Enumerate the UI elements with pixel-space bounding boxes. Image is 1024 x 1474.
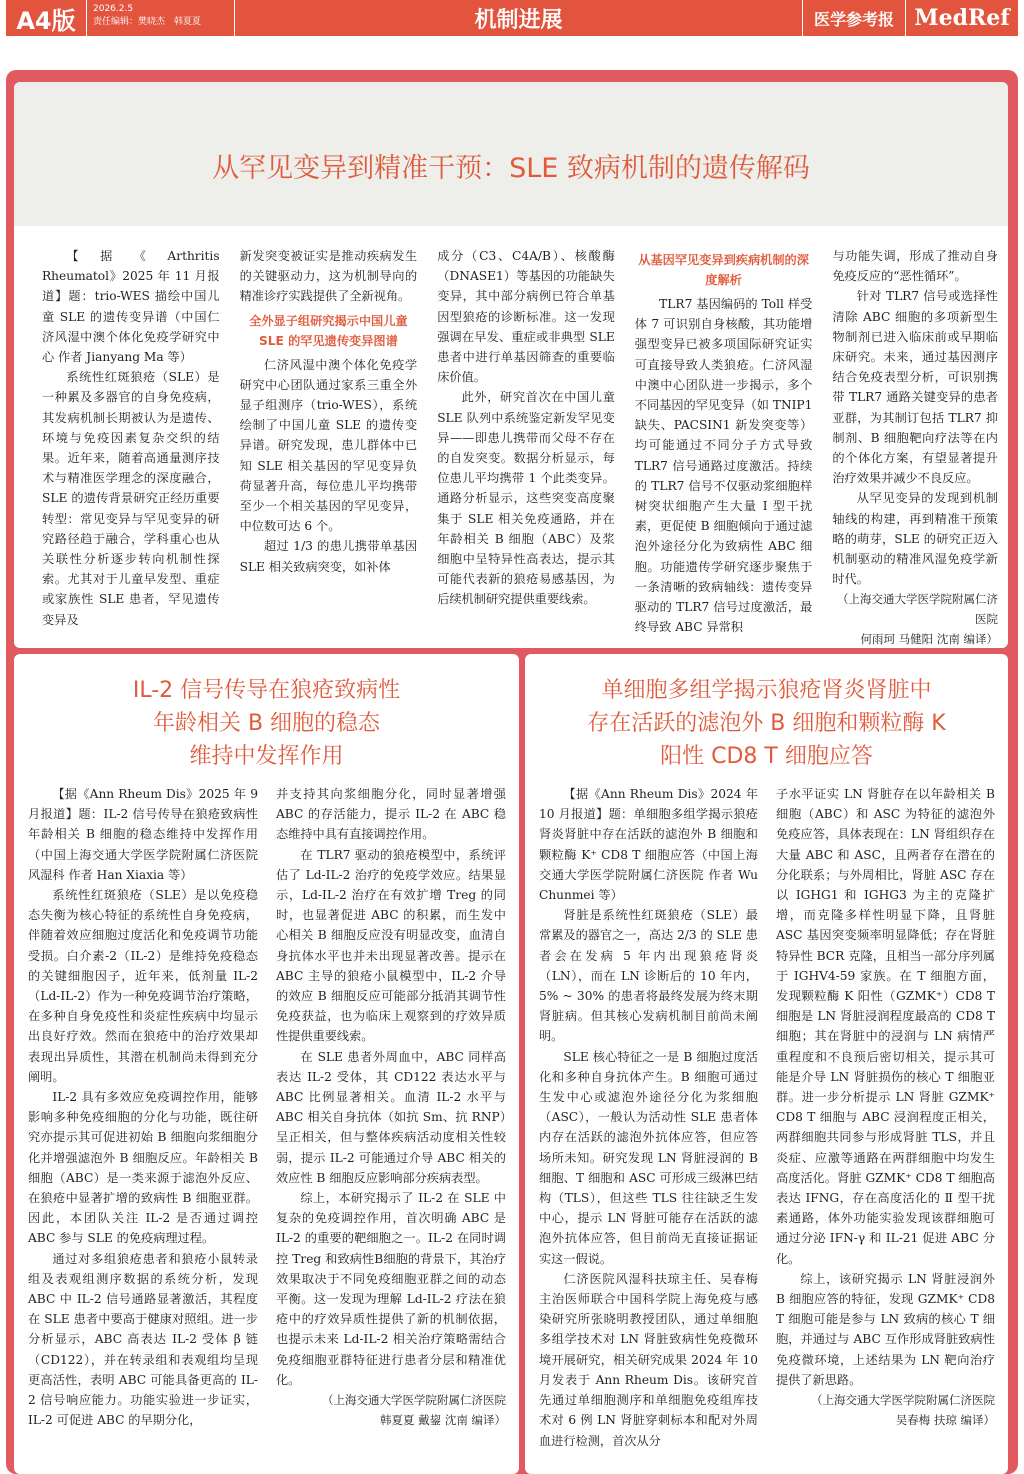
article-paragraph: 针对 TLR7 信号或选择性清除 ABC 细胞的多项新型生物制剂已进入临床前或早期临床研究。未来，通过基因测序结合免疫表型分析，可识别携带 TLR7 通路关键变异的患者亚群，为其制订包括 TLR7 抑制剂、B 细胞靶向疗法等在内的个体化方案，有望显著提升治疗效果并减少不良反应。: [832, 289, 998, 486]
article-paragraph: 在 TLR7 驱动的狼疮模型中，系统评估了 Ld-IL-2 治疗的免疫学效应。结果显示，Ld-IL-2 治疗在有效扩增 Treg 的同时，也显著促进 ABC 的积累，而生发中心相关 B 细胞反应没有明显改变，血清自身抗体水平也并未出现显著改善。提示在 ABC 主导的狼疮小鼠模型中，IL-2 介导的效应 B 细胞反应可能部分抵消其调节性免疫获益，也为临床上观察到的疗效异质性提供重要线索。: [276, 847, 506, 1044]
article-paragraph: 在 SLE 患者外周血中，ABC 同样高表达 IL-2 受体，其 CD122 表达水平与 ABC 比例显著相关。血清 IL-2 水平与 ABC 相关自身抗体（如抗 Sm、抗 RNP）呈正相关，但与整体疾病活动度相关性较弱，提示 IL-2 可能通过介导 ABC 相关的效应性 B 细胞反应影响部分疾病表型。: [276, 1049, 506, 1185]
brand-english: MedRef: [905, 0, 1018, 36]
article-sle-genetics: [14, 82, 1008, 648]
article-credit: 何雨珂 马健阳 沈南 编译）: [860, 632, 998, 647]
responsible-editors: 责任编辑：樊晓杰 韩夏夏: [93, 17, 202, 27]
page-header: [6, 0, 1018, 36]
article-column: [276, 784, 506, 1431]
title-line: 单细胞多组学揭示狼疮肾炎肾脏中: [601, 678, 932, 703]
brand-chinese: 医学参考报: [802, 0, 905, 36]
article-column: [42, 246, 220, 648]
article-paragraph: 仁济风湿中澳个体化免疫学研究中心团队通过家系三重全外显子组测序（trio-WES），系统绘制了中国儿童 SLE 的遗传变异谱。研究发现，患儿群体中已知 SLE 相关基因的罕见变异负荷显著升高，每位患儿平均携带至少一个相关基因的罕见变异，中位数可达 6 个。: [239, 357, 418, 534]
article-paragraph: IL-2 具有多效应免疫调控作用，能够影响多种免疫细胞的分化与功能，既往研究亦提示其可促进初始 B 细胞向浆细胞分化并增强滤泡外 B 细胞反应。年龄相关 B 细胞（ABC）是一类来源于滤泡外反应、在狼疮中显著扩增的致病性 B 细胞亚群。因此，本团队关注 IL-2 是否通过调控 ABC 参与 SLE 的免疫病理过程。: [28, 1090, 258, 1246]
article-paragraph: 成分（C3、C4A/B）、核酸酶（DNASE1）等基因的功能缺失变异，其中部分病例已符合单基因型狼疮的诊断标准。这一发现强调在早发、重症或非典型 SLE 患者中进行单基因筛查的重要临床价值。: [437, 249, 615, 385]
section-subheading: 全外显子组研究揭示中国儿童 SLE 的罕见遗传变异图谱: [249, 313, 408, 348]
article-credit: （上海交通大学医学院附属仁济医院: [322, 1393, 506, 1408]
article-credit: 韩夏夏 戴鋆 沈南 编译）: [380, 1413, 506, 1428]
section-subheading: 从基因罕见变异到疾病机制的深度解析: [638, 253, 809, 287]
article-credit: （上海交通大学医学院附属仁济医院: [837, 592, 998, 627]
title-line: IL-2 信号传导在狼疮致病性: [132, 678, 401, 703]
article-title: [525, 674, 1008, 773]
article-title: [14, 674, 519, 773]
article-single-cell: [525, 654, 1008, 1474]
article-paragraph: 肾脏是系统性红斑狼疮（SLE）最常累及的器官之一，高达 2/3 的 SLE 患者会在发病 5 年内出现狼疮肾炎（LN），而在 LN 诊断后的 10 年内，5% ~ 30% 的患者将最终发展为终末期肾脏病。但其核心发病机制目前尚未阐明。: [539, 908, 758, 1044]
article-source: 【据《Ann Rheum Dis》2024 年 10 月报道】题：单细胞多组学揭示狼疮肾炎肾脏中存在活跃的滤泡外 B 细胞和颗粒酶 K⁺ CD8 T 细胞应答（中国上海交通大学医学院附属仁济医院 作者 Wu Chunmei 等）: [539, 787, 758, 903]
article-paragraph: TLR7 基因编码的 Toll 样受体 7 可识别自身核酸，其功能增强型变异已被多项国际研究证实可直接导致人类狼疮。仁济风湿中澳中心团队进一步揭示，多个不同基因的罕见变异（如 TNIP1 缺失、PACSIN1 新发突变等）均可能通过不同分子方式导致 TLR7 信号通路过度激活。持续的 TLR7 信号不仅驱动浆细胞样树突状细胞产生大量 I 型干扰素，更促使 B 细胞倾向于通过滤泡外途径分化为致病性 ABC 细胞。功能遗传学研究逐步聚焦于一条清晰的致病轴线：遗传变异驱动的 TLR7 信号过度激活，最终导致 ABC 异常积: [634, 297, 813, 635]
article-paragraph: 新发突变被证实是推动疾病发生的关键驱动力，这为机制导向的精准诊疗实践提供了全新视角。: [239, 249, 418, 304]
article-paragraph: 系统性红斑狼疮（SLE）是一种累及多器官的自身免疫病，其发病机制长期被认为是遗传、环境与免疫因素复杂交织的结果。近年来，随着高通量测序技术与精准医学理念的深度融合，SLE 的遗传背景研究正经历重要转型：常见变异与罕见变异的研究路径趋于融合，学科重心也从关联性分析逐步转向机制性探索。尤其对于儿童早发型、重症或家族性 SLE 患者，罕见遗传变异及: [42, 370, 220, 627]
article-paragraph: 仁济医院风湿科扶琼主任、吴春梅主治医师联合中国科学院上海免疫与感染研究所张晓明教授团队，通过单细胞多组学技术对 LN 肾脏致病性免疫微环境开展研究，相关研究成果 2024 年 10 月发表于 Ann Rheum Dis。该研究首先通过单细胞测序和单细胞免疫组库技术对 6 例 LN 肾脏穿刺标本和配对外周血进行检测，首次从分: [539, 1271, 758, 1448]
issue-date: 2026.2.5: [93, 4, 134, 14]
article-paragraph: 综上，本研究揭示了 IL-2 在 SLE 中复杂的免疫调控作用，首次明确 ABC 是 IL-2 的重要的靶细胞之一。IL-2 在同时调控 Treg 和致病性B细胞的背景下，其治疗效果取决于不同免疫细胞亚群之间的动态平衡。这一发现为理解 Ld-IL-2 疗法在狼疮中的疗效异质性提供了新的机制依据，也提示未来 Ld-IL-2 相关治疗策略需结合免疫细胞亚群特征进行患者分层和精准优化。: [276, 1191, 506, 1387]
title-line: 存在活跃的滤泡外 B 细胞和颗粒酶 K: [587, 711, 946, 736]
article-column: [240, 246, 418, 648]
article-paragraph: 通过对多组狼疮患者和狼疮小鼠转录组及表观组测序数据的系统分析，发现 ABC 中 IL-2 信号通路显著激活，其程度在 SLE 患者中要高于健康对照组。进一步分析显示，ABC 高表达 IL-2 受体 β 链（CD122），并在转录组和表观组均呈现更高活性，表明 ABC 可能具备更高的 IL-2 信号响应能力。功能实验进一步证实，IL-2 可促进 ABC 的早期分化，: [28, 1251, 258, 1428]
article-title: 从罕见变异到精准干预：SLE 致病机制的遗传解码: [212, 152, 810, 184]
section-title: 机制进展: [234, 0, 802, 36]
article-column: [437, 246, 615, 648]
article-paragraph: SLE 核心特征之一是 B 细胞过度活化和多种自身抗体产生。B 细胞可通过生发中心或滤泡外途径分化为浆细胞（ASC），一般认为活动性 SLE 患者体内存在活跃的滤泡外抗体应答，但应答场所未知。研究发现 LN 肾脏浸润的 B 细胞、T 细胞和 ASC 可形成三级淋巴结构（TLS），但这些 TLS 往往缺乏生发中心，提示 LN 肾脏可能存在活跃的滤泡外抗体应答，但目前尚无直接证据证实这一假说。: [539, 1049, 758, 1266]
article-title-bar: [14, 82, 1008, 226]
article-credit: 吴春梅 扶琼 编译）: [895, 1413, 995, 1428]
article-paragraph: 综上，该研究揭示 LN 肾脏浸润外 B 细胞应答的特征，发现 GZMK⁺ CD8 T 细胞可能是参与 LN 致病的核心 T 细胞，并通过与 ABC 互作形成肾脏致病性免疫微环境，上述结果为 LN 靶向治疗提供了新思路。: [776, 1271, 995, 1387]
article-paragraph: 子水平证实 LN 肾脏存在以年龄相关 B 细胞（ABC）和 ASC 为特征的滤泡外免疫应答，具体表现在：LN 肾组织存在大量 ABC 和 ASC，且两者存在潜在的分化联系；与外周相比，肾脏 ASC 存在以 IGHG1 和 IGHG3 为主的克隆扩增，而克隆多样性明显下降，且肾脏 ASC 基因突变频率明显降低；存在肾脏特异性 BCR 克隆，且相当一部分序列属于 IGHV4-59 家族。在 T 细胞方面，发现颗粒酶 K 阳性（GZMK⁺）CD8 T 细胞是 LN 肾脏浸润程度最高的 CD8 T 细胞；其在肾脏中的浸润与 LN 病情严重程度和不良预后密切相关，提示其可能是介导 LN 肾脏损伤的核心 T 细胞亚群。进一步分析提示 LN 肾脏 GZMK⁺ CD8 T 细胞与 ABC 浸润程度正相关，两群细胞共同参与形成肾脏 TLS，并且炎症、应激等通路在两群细胞中均发生高度活化。肾脏 GZMK⁺ CD8 T 细胞高表达 IFNG，存在高度活化的 Ⅱ 型干扰素通路，体外功能实验发现该群细胞可通过分泌 IFN-γ 和 IL-21 促进 ABC 分化。: [776, 787, 995, 1266]
article-source: 【据《Arthritis Rheumatol》2025 年 11 月报道】题：trio-WES 描绘中国儿童 SLE 的遗传变异谱（中国仁济风湿中澳个体化免疫学研究中心 作者 Jianyang Ma 等）: [42, 249, 220, 365]
article-column: [635, 246, 813, 648]
title-line: 阳性 CD8 T 细胞应答: [660, 744, 873, 769]
edition-label: A4版: [6, 0, 86, 36]
article-paragraph: 从罕见变异的发现到机制轴线的构建，再到精准干预策略的萌芽，SLE 的研究正迈入机制驱动的精准风湿免疫学新时代。: [832, 491, 998, 587]
article-paragraph: 系统性红斑狼疮（SLE）是以免疫稳态失衡为核心特征的系统性自身免疫病，伴随着效应细胞过度活化和免疫调节功能受损。白介素-2（IL-2）是维持免疫稳态的关键细胞因子，近年来，低剂量 IL-2（Ld-IL-2）作为一种免疫调节治疗策略，在多种自身免疫性和炎症性疾病中均显示出良好疗效。然而在狼疮中的治疗效果却表现出异质性，其潜在机制尚未得到充分阐明。: [28, 888, 258, 1084]
article-column: [776, 784, 995, 1451]
article-paragraph: 并支持其向浆细胞分化，同时显著增强 ABC 的存活能力，提示 IL-2 在 ABC 稳态维持中具有直接调控作用。: [276, 787, 506, 842]
article-column: [28, 784, 258, 1431]
article-paragraph: 超过 1/3 的患儿携带单基因 SLE 相关致病突变，如补体: [239, 539, 418, 574]
title-line: 维持中发挥作用: [189, 744, 344, 769]
article-il2: [14, 654, 519, 1474]
article-paragraph: 此外，研究首次在中国儿童 SLE 队列中系统鉴定新发罕见变异——即患儿携带而父母不存在的自发突变。数据分析显示，每位患儿平均携带 1 个此类变异。通路分析显示，这些突变高度聚集于 SLE 相关免疫通路，并在年龄相关 B 细胞（ABC）及浆细胞中呈特异性高表达，提示其可能代表新的狼疮易感基因，为后续机制研究提供重要线索。: [437, 390, 615, 607]
header-meta: [86, 0, 234, 36]
article-column: [832, 246, 998, 648]
article-credit: （上海交通大学医学院附属仁济医院: [811, 1393, 995, 1408]
title-line: 年龄相关 B 细胞的稳态: [152, 711, 381, 736]
article-paragraph: 与功能失调，形成了推动自身免疫反应的“恶性循环”。: [832, 249, 998, 284]
article-source: 【据《Ann Rheum Dis》2025 年 9 月报道】题：IL-2 信号传导在狼疮致病性年龄相关 B 细胞的稳态维持中发挥作用（中国上海交通大学医学院附属仁济医院风湿科 作者 Han Xiaxia 等）: [28, 787, 258, 882]
article-column: [539, 784, 758, 1451]
